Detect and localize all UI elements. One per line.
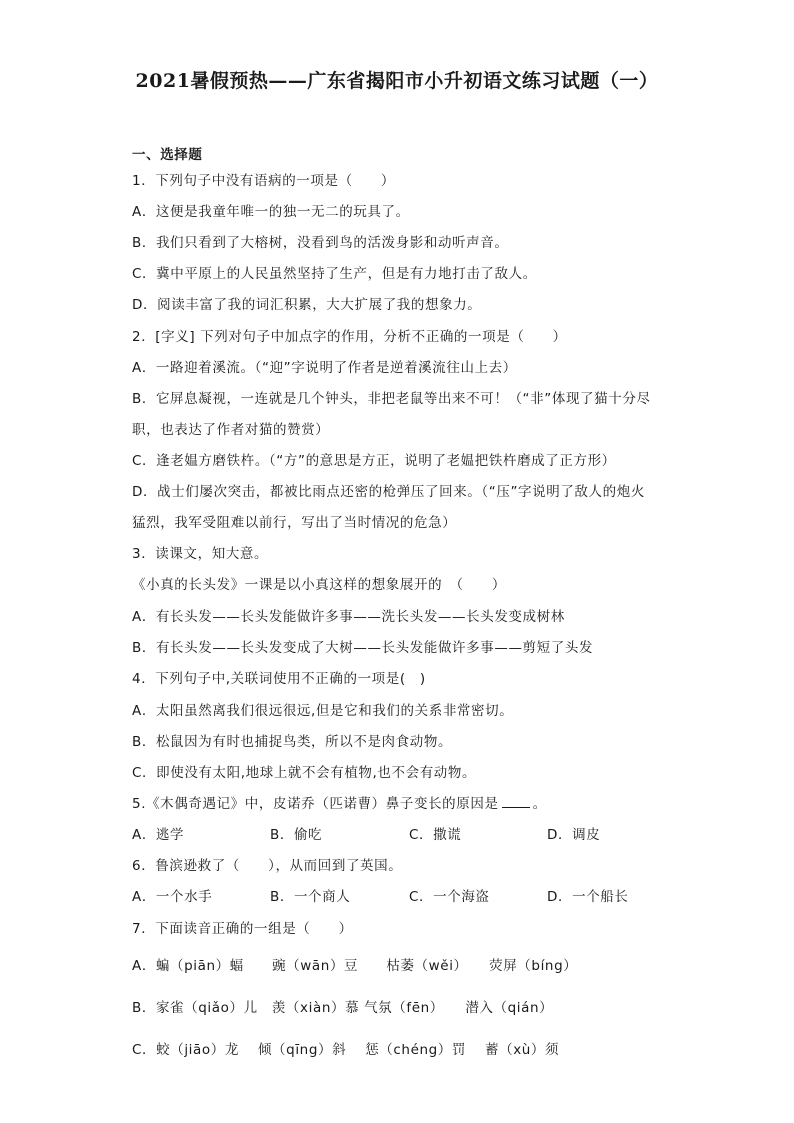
question-1-option-a: A．这便是我童年唯一的独一无二的玩具了。 xyxy=(132,204,410,220)
question-7-option-c: C．蛟（jiāo）龙 倾（qīng）斜 惩（chéng）罚 蓄（xù）须 xyxy=(132,1042,560,1058)
question-5-stem-end: 。 xyxy=(532,796,547,812)
question-1-stem: 1．下列句子中没有语病的一项是（ ） xyxy=(132,173,395,189)
question-6-option-a: A．一个水手 xyxy=(132,889,213,905)
question-4-option-c: C．即使没有太阳,地球上就不会有植物,也不会有动物。 xyxy=(132,765,477,781)
question-2-option-d-line1: D．战士们屡次突击，都被比雨点还密的枪弹压了回来。（“压”字说明了敌人的炮火 xyxy=(132,484,645,500)
question-2-option-b-line2: 职，也表达了作者对猫的赞赏） xyxy=(132,422,330,438)
question-5-option-a: A．逃学 xyxy=(132,827,185,843)
question-5-option-c: C．撒谎 xyxy=(409,827,462,843)
document-title: 2021暑假预热——广东省揭阳市小升初语文练习试题（一） xyxy=(135,70,659,92)
question-5-stem-text: 5.《木偶奇遇记》中，皮诺乔（匹诺曹）鼻子变长的原因是 xyxy=(132,796,499,812)
question-7-option-b: B．家雀（qiǎo）儿 羡（xiàn）慕 气氛（fēn） 潜入（qián） xyxy=(132,1000,554,1016)
answer-blank xyxy=(502,795,530,808)
question-5-option-d: D．调皮 xyxy=(547,827,601,843)
question-5-stem xyxy=(132,795,547,813)
question-7-option-a: A．蝙（piān）蝠 豌（wān）豆 枯萎（wěi） 荧屏（bíng） xyxy=(132,958,578,974)
question-6-option-b: B．一个商人 xyxy=(270,889,351,905)
question-7-stem: 7．下面读音正确的一组是（ ） xyxy=(132,921,353,937)
question-2-option-c: C．逢老媪方磨铁杵。（“方”的意思是方正，说明了老媪把铁杵磨成了正方形） xyxy=(132,453,616,469)
question-2-option-a: A．一路迎着溪流。（“迎”字说明了作者是逆着溪流往山上去） xyxy=(132,360,517,376)
question-3-sub-question: 《小真的长头发》一课是以小真这样的想象展开的 （ ） xyxy=(132,577,506,593)
question-4-option-b: B．松鼠因为有时也捕捉鸟类，所以不是肉食动物。 xyxy=(132,734,453,750)
question-6-stem: 6．鲁滨逊救了（ ），从而回到了英国。 xyxy=(132,858,403,874)
question-4-stem: 4．下列句子中,关联词使用不正确的一项是( ) xyxy=(132,671,426,687)
question-3-option-b: B．有长头发——长头发变成了大树——长头发能做许多事——剪短了头发 xyxy=(132,640,594,656)
question-3-option-a: A．有长头发——长头发能做许多事——洗长头发——长头发变成树林 xyxy=(132,609,565,625)
section-heading: 一、选择题 xyxy=(132,147,203,163)
question-2-stem: 2．[字义] 下列对句子中加点字的作用，分析不正确的一项是（ ） xyxy=(132,329,567,345)
question-1-option-d: D．阅读丰富了我的词汇积累，大大扩展了我的想象力。 xyxy=(132,297,482,313)
question-1-option-c: C．冀中平原上的人民虽然坚持了生产，但是有力地打击了敌人。 xyxy=(132,266,537,282)
question-4-option-a: A．太阳虽然离我们很远很远,但是它和我们的关系非常密切。 xyxy=(132,703,514,719)
question-1-option-b: B．我们只看到了大榕树，没看到鸟的活泼身影和动听声音。 xyxy=(132,235,509,251)
question-5-option-b: B．偷吃 xyxy=(270,827,323,843)
question-2-option-d-line2: 猛烈，我军受阻难以前行，写出了当时情况的危急） xyxy=(132,515,457,531)
question-6-option-c: C．一个海盗 xyxy=(409,889,490,905)
question-3-stem: 3．读课文，知大意。 xyxy=(132,546,269,562)
question-2-option-b-line1: B．它屏息凝视，一连就是几个钟头，非把老鼠等出来不可！（“非”体现了猫十分尽 xyxy=(132,391,651,407)
question-6-option-d: D．一个船长 xyxy=(547,889,629,905)
